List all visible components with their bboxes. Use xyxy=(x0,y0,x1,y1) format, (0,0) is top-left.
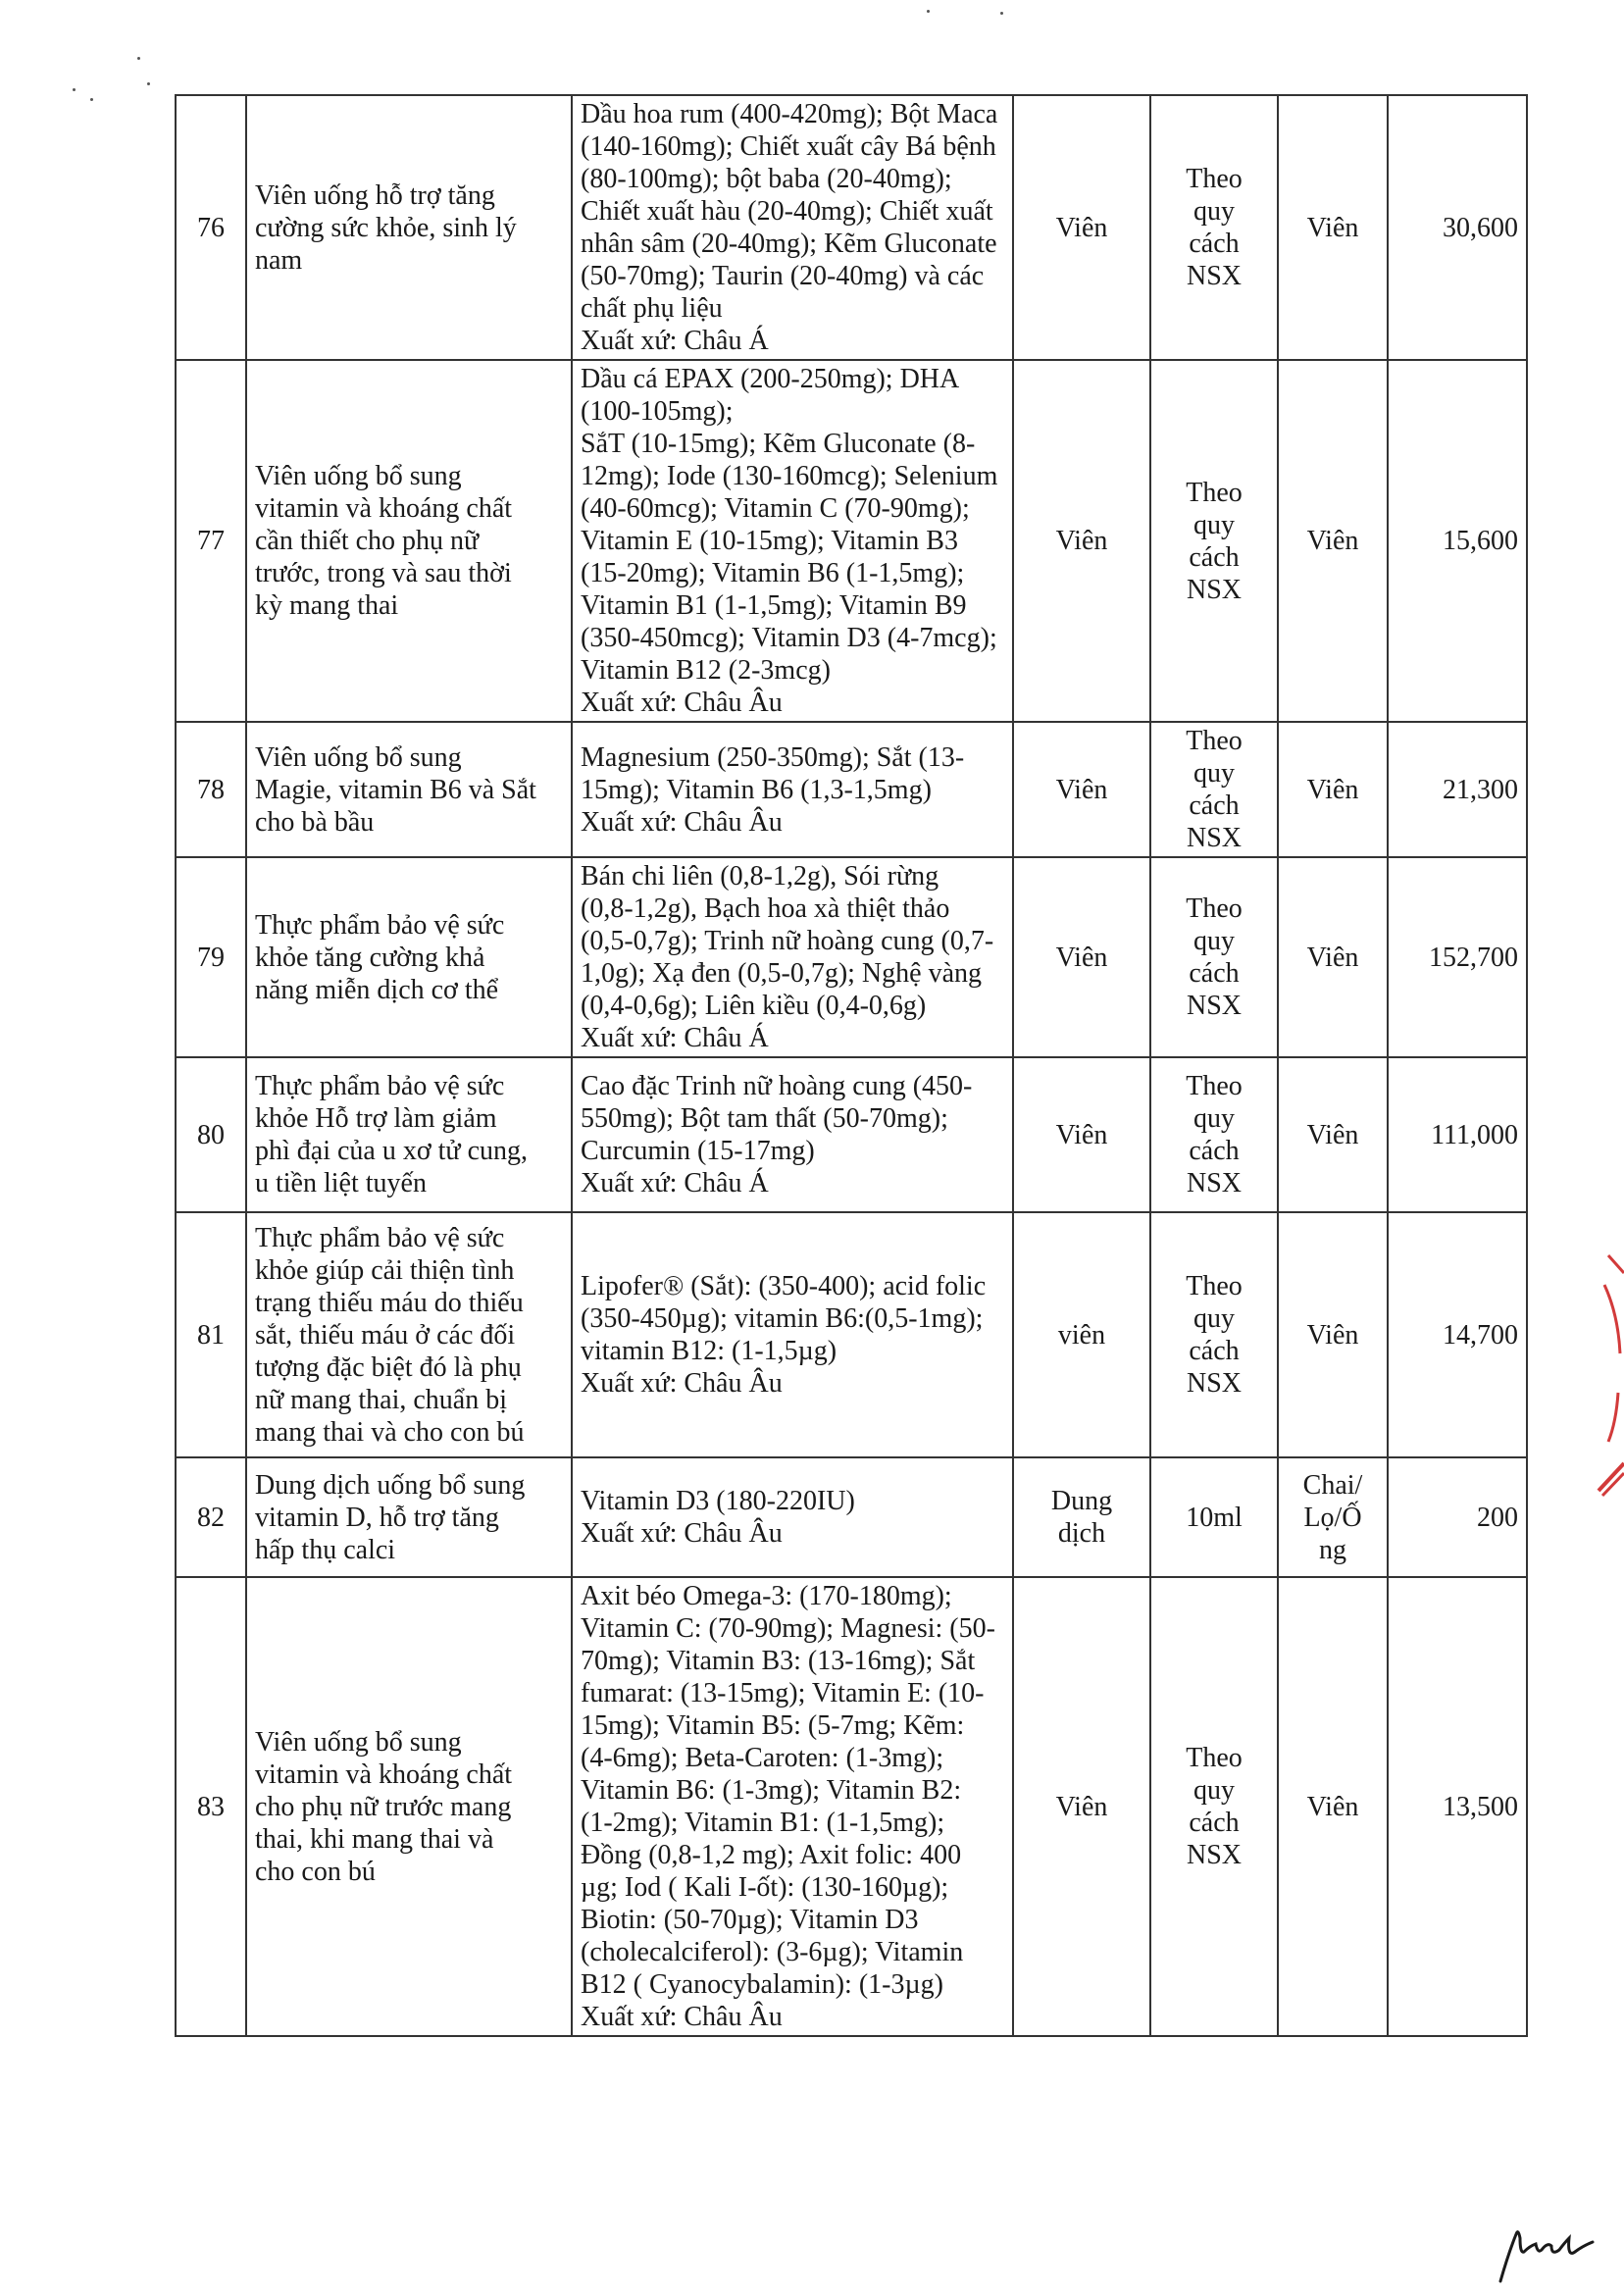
row-number: 80 xyxy=(176,1057,246,1212)
composition-line: Xuất xứ: Châu Á xyxy=(581,1023,769,1053)
unit-line: ng xyxy=(1319,1534,1346,1565)
product-name xyxy=(246,1212,572,1457)
dosage-form: Viên xyxy=(1013,1057,1150,1212)
scan-speck xyxy=(73,88,76,91)
composition xyxy=(572,360,1013,722)
packing-spec xyxy=(1150,857,1278,1057)
dosage-form: Dung dịch xyxy=(1013,1457,1150,1577)
composition-line: nhân sâm (20-40mg); Kẽm Gluconate xyxy=(581,229,997,259)
composition-line: Xuất xứ: Châu Âu xyxy=(581,806,783,838)
composition-line: (0,5-0,7g); Trinh nữ hoàng cung (0,7- xyxy=(581,926,994,956)
composition-line: Dầu hoa rum (400-420mg); Bột Maca xyxy=(581,99,998,129)
unit-price: 30,600 xyxy=(1388,95,1527,360)
spec-line: quy xyxy=(1193,1303,1235,1334)
name-line: u tiền liệt tuyến xyxy=(255,1168,427,1198)
spec-line: quy xyxy=(1193,196,1235,227)
unit-line: Viên xyxy=(1306,1319,1359,1351)
table-body xyxy=(176,95,1527,2036)
dosage-form: Viên xyxy=(1013,95,1150,360)
composition-line: SắT (10-15mg); Kẽm Gluconate (8- xyxy=(581,429,976,459)
unit xyxy=(1278,360,1388,722)
composition-line: 15mg); Vitamin B6 (1,3-1,5mg) xyxy=(581,774,932,805)
spec-line: quy xyxy=(1193,1775,1235,1806)
name-line: nam xyxy=(255,244,303,276)
name-line: Viên uống hỗ trợ tăng xyxy=(255,179,495,211)
packing-spec xyxy=(1150,722,1278,857)
product-name xyxy=(246,722,572,857)
spec-line: cách xyxy=(1189,958,1240,989)
name-line: mang thai và cho con bú xyxy=(255,1416,525,1448)
name-line: Magie, vitamin B6 và Sắt xyxy=(255,774,536,805)
spec-line: cách xyxy=(1189,541,1240,573)
spec-line: Theo xyxy=(1186,893,1243,924)
scan-speck xyxy=(137,57,140,60)
name-line: phì đại của u xơ tử cung, xyxy=(255,1136,529,1166)
composition-line: Vitamin B1 (1-1,5mg); Vitamin B9 xyxy=(581,590,967,621)
name-line: tượng đặc biệt đó là phụ xyxy=(255,1351,522,1383)
composition-line: 1,0g); Xạ đen (0,5-0,7g); Nghệ vàng xyxy=(581,958,983,989)
spec-line: Theo xyxy=(1186,726,1243,756)
table-row xyxy=(176,857,1527,1057)
dosage-form: Viên xyxy=(1013,857,1150,1057)
name-line: Thực phẩm bảo vệ sức xyxy=(255,909,505,941)
row-number: 78 xyxy=(176,722,246,857)
packing-spec xyxy=(1150,1577,1278,2036)
name-line: cho phụ nữ trước mang xyxy=(255,1791,512,1822)
spec-line: quy xyxy=(1193,758,1235,789)
composition-line: (350-450mcg); Vitamin D3 (4-7mcg); xyxy=(581,623,997,653)
unit-line: Viên xyxy=(1306,1119,1359,1150)
dosage-form: Viên xyxy=(1013,360,1150,722)
unit-line: Chai/ xyxy=(1302,1469,1363,1501)
composition-line: Axit béo Omega-3: (170-180mg); xyxy=(581,1581,952,1611)
name-line: trước, trong và sau thời xyxy=(255,558,512,588)
name-line: cường sức khỏe, sinh lý xyxy=(255,212,517,243)
spec-line: Theo xyxy=(1186,477,1243,508)
composition-line: Biotin: (50-70µg); Vitamin D3 xyxy=(581,1905,919,1935)
name-line: cho bà bầu xyxy=(255,806,375,838)
spec-line: cách xyxy=(1189,1336,1240,1366)
name-line: thai, khi mang thai và xyxy=(255,1823,494,1855)
composition-line: Xuất xứ: Châu Âu xyxy=(581,1518,783,1549)
table-row xyxy=(176,360,1527,722)
composition-line: Magnesium (250-350mg); Sắt (13- xyxy=(581,741,965,773)
unit-line: Lọ/Ố xyxy=(1303,1502,1362,1533)
name-line: nữ mang thai, chuẩn bị xyxy=(255,1384,508,1415)
composition xyxy=(572,1457,1013,1577)
composition-line: Vitamin D3 (180-220IU) xyxy=(581,1486,855,1516)
row-number: 77 xyxy=(176,360,246,722)
product-price-table xyxy=(175,94,1528,2037)
table-row xyxy=(176,1577,1527,2036)
product-name xyxy=(246,360,572,722)
spec-line: Theo xyxy=(1186,1271,1243,1301)
composition-line: µg; Iod ( Kali I-ốt): (130-160µg); xyxy=(581,1872,949,1903)
composition-line: 12mg); Iode (130-160mcg); Selenium xyxy=(581,461,998,491)
scan-speck xyxy=(1000,12,1003,15)
spec-line: 10ml xyxy=(1186,1502,1243,1533)
spec-line: NSX xyxy=(1186,261,1242,291)
unit-line: Viên xyxy=(1306,942,1359,973)
spec-line: quy xyxy=(1193,926,1235,956)
handwritten-signature xyxy=(1491,2224,1599,2283)
composition-line: Vitamin B12 (2-3mcg) xyxy=(581,655,831,686)
spec-line: NSX xyxy=(1186,1840,1242,1870)
composition-line: Đồng (0,8-1,2 mg); Axit folic: 400 xyxy=(581,1840,962,1870)
table-row xyxy=(176,1212,1527,1457)
composition-line: (350-450µg); vitamin B6:(0,5-1mg); xyxy=(581,1303,984,1334)
composition-line: (100-105mg); xyxy=(581,396,734,427)
composition-line: Xuất xứ: Châu Á xyxy=(581,326,769,356)
unit xyxy=(1278,1457,1388,1577)
composition-line: Vitamin B6: (1-3mg); Vitamin B2: xyxy=(581,1775,962,1806)
spec-line: NSX xyxy=(1186,1368,1242,1399)
unit xyxy=(1278,1057,1388,1212)
composition-line: Xuất xứ: Châu Âu xyxy=(581,1368,783,1399)
dosage-form: viên xyxy=(1013,1212,1150,1457)
spec-line: Theo xyxy=(1186,1071,1243,1101)
composition-line: 550mg); Bột tam thất (50-70mg); xyxy=(581,1103,948,1134)
name-line: vitamin và khoáng chất xyxy=(255,493,513,524)
name-line: khỏe giúp cải thiện tình xyxy=(255,1254,515,1286)
unit xyxy=(1278,1577,1388,2036)
unit xyxy=(1278,1212,1388,1457)
spec-line: NSX xyxy=(1186,1168,1242,1198)
unit xyxy=(1278,857,1388,1057)
product-name xyxy=(246,1577,572,2036)
composition xyxy=(572,1577,1013,2036)
row-number: 81 xyxy=(176,1212,246,1457)
spec-line: cách xyxy=(1189,1136,1240,1166)
name-line: sắt, thiếu máu ở các đối xyxy=(255,1319,516,1351)
composition xyxy=(572,1212,1013,1457)
product-name xyxy=(246,1457,572,1577)
unit-price: 14,700 xyxy=(1388,1212,1527,1457)
packing-spec xyxy=(1150,1057,1278,1212)
unit-line: Viên xyxy=(1306,526,1359,556)
name-line: vitamin và khoáng chất xyxy=(255,1759,513,1790)
composition-line: Lipofer® (Sắt): (350-400); acid folic xyxy=(581,1271,987,1301)
name-line: khỏe tăng cường khả xyxy=(255,942,485,973)
composition-line: (50-70mg); Taurin (20-40mg) và các xyxy=(581,261,985,291)
composition-line: Bán chi liên (0,8-1,2g), Sói rừng xyxy=(581,861,939,892)
spec-line: cách xyxy=(1189,229,1240,259)
composition xyxy=(572,722,1013,857)
composition-line: (0,4-0,6g); Liên kiều (0,4-0,6g) xyxy=(581,991,927,1021)
dosage-form: Viên xyxy=(1013,1577,1150,2036)
composition-line: (15-20mg); Vitamin B6 (1-1,5mg); xyxy=(581,558,965,588)
composition-line: (40-60mcg); Vitamin C (70-90mg); xyxy=(581,493,970,524)
composition-line: vitamin B12: (1-1,5µg) xyxy=(581,1336,837,1366)
row-number: 83 xyxy=(176,1577,246,2036)
composition-line: fumarat: (13-15mg); Vitamin E: (10- xyxy=(581,1678,985,1708)
composition-line: Chiết xuất hàu (20-40mg); Chiết xuất xyxy=(581,196,993,227)
composition-line: (80-100mg); bột baba (20-40mg); xyxy=(581,164,952,194)
unit-price: 200 xyxy=(1388,1457,1527,1577)
packing-spec xyxy=(1150,1457,1278,1577)
spec-line: Theo xyxy=(1186,164,1243,194)
composition xyxy=(572,1057,1013,1212)
red-stamp-edge xyxy=(1579,1246,1624,1501)
unit-price: 152,700 xyxy=(1388,857,1527,1057)
composition-line: Xuất xứ: Châu Âu xyxy=(581,2002,783,2032)
dosage-form: Viên xyxy=(1013,722,1150,857)
packing-spec xyxy=(1150,360,1278,722)
name-line: Viên uống bổ sung xyxy=(255,741,462,773)
product-name xyxy=(246,95,572,360)
packing-spec xyxy=(1150,95,1278,360)
composition-line: Curcumin (15-17mg) xyxy=(581,1136,815,1166)
composition-line: chất phụ liệu xyxy=(581,293,723,324)
unit-line: Viên xyxy=(1306,774,1359,805)
packing-spec xyxy=(1150,1212,1278,1457)
scan-speck xyxy=(90,98,93,101)
name-line: kỳ mang thai xyxy=(255,590,399,621)
unit-line: Viên xyxy=(1306,212,1359,243)
spec-line: cách xyxy=(1189,1808,1240,1838)
table-row xyxy=(176,1457,1527,1577)
name-line: Thực phẩm bảo vệ sức xyxy=(255,1071,505,1101)
name-line: Thực phẩm bảo vệ sức xyxy=(255,1222,505,1253)
scan-speck xyxy=(927,10,930,13)
name-line: năng miễn dịch cơ thể xyxy=(255,974,499,1005)
row-number: 82 xyxy=(176,1457,246,1577)
composition-line: (140-160mg); Chiết xuất cây Bá bệnh xyxy=(581,131,996,162)
name-line: Viên uống bổ sung xyxy=(255,1726,462,1758)
composition-line: Cao đặc Trinh nữ hoàng cung (450- xyxy=(581,1071,973,1101)
unit xyxy=(1278,95,1388,360)
unit-price: 21,300 xyxy=(1388,722,1527,857)
unit xyxy=(1278,722,1388,857)
row-number: 79 xyxy=(176,857,246,1057)
table-row xyxy=(176,1057,1527,1212)
name-line: vitamin D, hỗ trợ tăng xyxy=(255,1502,499,1533)
composition-line: Xuất xứ: Châu Âu xyxy=(581,688,783,718)
composition-line: (cholecalciferol): (3-6µg); Vitamin xyxy=(581,1937,964,1967)
name-line: Dung dịch uống bổ sung xyxy=(255,1469,526,1501)
composition-line: Xuất xứ: Châu Á xyxy=(581,1168,769,1198)
composition-line: (1-2mg); Vitamin B1: (1-1,5mg); xyxy=(581,1808,945,1838)
unit-price: 13,500 xyxy=(1388,1577,1527,2036)
spec-line: NSX xyxy=(1186,991,1242,1021)
spec-line: NSX xyxy=(1186,574,1242,605)
name-line: hấp thụ calci xyxy=(255,1534,396,1565)
row-number: 76 xyxy=(176,95,246,360)
product-name xyxy=(246,857,572,1057)
unit-line: Viên xyxy=(1306,1791,1359,1822)
composition-line: (0,8-1,2g), Bạch hoa xà thiệt thảo xyxy=(581,893,950,924)
composition-line: Vitamin C: (70-90mg); Magnesi: (50- xyxy=(581,1613,995,1644)
name-line: cho con bú xyxy=(255,1856,376,1887)
unit-price: 111,000 xyxy=(1388,1057,1527,1212)
composition xyxy=(572,857,1013,1057)
composition xyxy=(572,95,1013,360)
unit-price: 15,600 xyxy=(1388,360,1527,722)
spec-line: cách xyxy=(1189,790,1240,821)
table-row xyxy=(176,722,1527,857)
product-name xyxy=(246,1057,572,1212)
name-line: khỏe Hỗ trợ làm giảm xyxy=(255,1103,497,1134)
composition-line: (4-6mg); Beta-Caroten: (1-3mg); xyxy=(581,1743,944,1773)
table-row xyxy=(176,95,1527,360)
composition-line: Vitamin E (10-15mg); Vitamin B3 xyxy=(581,526,958,556)
name-line: trạng thiếu máu do thiếu xyxy=(255,1287,524,1318)
spec-line: quy xyxy=(1193,509,1235,540)
composition-line: 15mg); Vitamin B5: (5-7mg; Kẽm: xyxy=(581,1710,965,1741)
spec-line: NSX xyxy=(1186,823,1242,853)
spec-line: quy xyxy=(1193,1103,1235,1134)
name-line: cần thiết cho phụ nữ xyxy=(255,526,480,556)
name-line: Viên uống bổ sung xyxy=(255,461,462,491)
composition-line: B12 ( Cyanocybalamin): (1-3µg) xyxy=(581,1969,943,2000)
spec-line: Theo xyxy=(1186,1743,1243,1773)
composition-line: Dầu cá EPAX (200-250mg); DHA xyxy=(581,364,960,394)
composition-line: 70mg); Vitamin B3: (13-16mg); Sắt xyxy=(581,1646,976,1676)
scan-speck xyxy=(147,82,150,85)
